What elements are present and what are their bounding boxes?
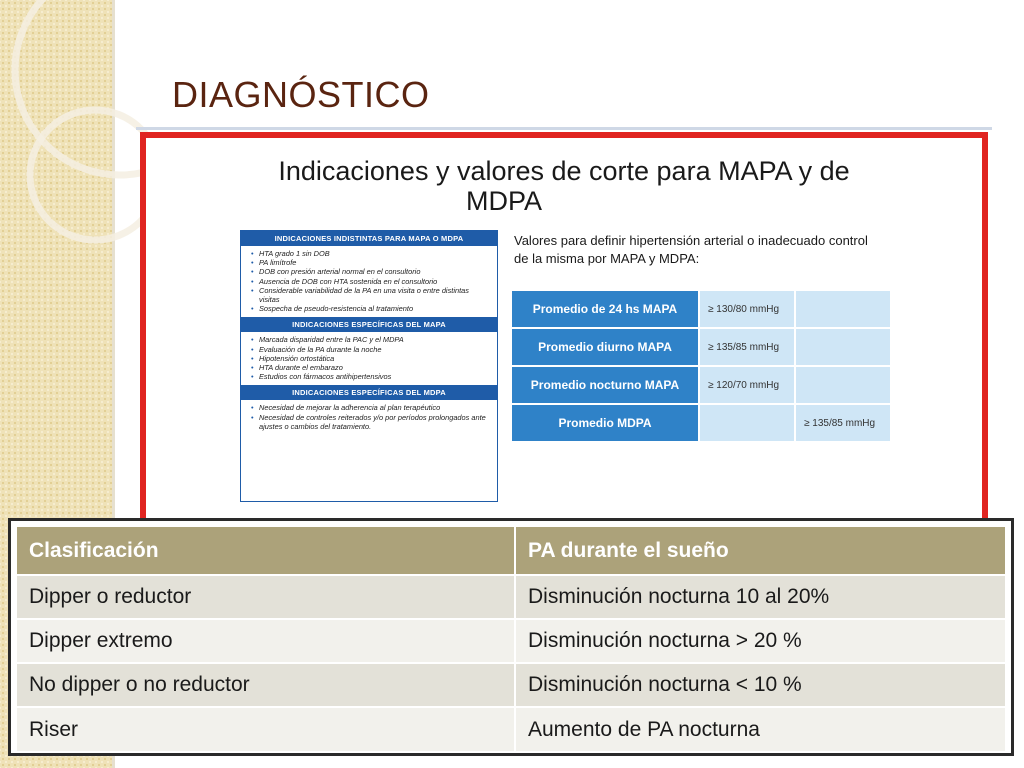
mapa-value — [700, 405, 794, 441]
mapa-value: ≥ 130/80 mmHg — [700, 291, 794, 327]
indications-list — [241, 400, 497, 435]
classification-cell: Riser — [17, 707, 515, 751]
column-header: PA durante el sueño — [515, 527, 1005, 575]
table-row — [17, 707, 1005, 751]
row-label: Promedio MDPA — [512, 405, 698, 441]
list-item: • Evaluación de la PA durante la noche — [251, 345, 491, 354]
table-header-row — [17, 527, 1005, 575]
list-item: • HTA durante el embarazo — [251, 363, 491, 372]
decorative-circles — [0, 0, 160, 260]
classification-table-frame — [8, 518, 1014, 756]
indications-heading: INDICACIONES ESPECÍFICAS DEL MAPA — [241, 317, 497, 332]
mapa-value: ≥ 135/85 mmHg — [700, 329, 794, 365]
mapa-value: ≥ 120/70 mmHg — [700, 367, 794, 403]
indications-heading: INDICACIONES INDISTINTAS PARA MAPA O MDPA — [241, 231, 497, 246]
list-item: • Necesidad de controles reiterados y/o por períodos prolongados ante ajustes o cambios del tratamiento. — [251, 413, 491, 431]
sleep-bp-cell: Disminución nocturna 10 al 20% — [515, 575, 1005, 619]
panel-title — [146, 156, 982, 216]
table-row — [512, 291, 890, 327]
slide-title: DIAGNÓSTICO — [172, 74, 430, 115]
table-row — [17, 619, 1005, 663]
sleep-bp-cell: Aumento de PA nocturna — [515, 707, 1005, 751]
panel-top-rule — [136, 127, 992, 130]
column-header: Clasificación — [17, 527, 515, 575]
indications-list — [241, 246, 497, 317]
panel-title-line1: Indicaciones y valores de corte para MAPA y de — [278, 156, 850, 186]
list-item: • Hipotensión ortostática — [251, 354, 491, 363]
list-item: • HTA grado 1 sin DOB — [251, 249, 491, 258]
panel-title-line2: MDPA — [465, 186, 542, 216]
mdpa-value — [796, 329, 890, 365]
classification-cell: Dipper extremo — [17, 619, 515, 663]
mdpa-value — [796, 367, 890, 403]
list-item: • Ausencia de DOB con HTA sostenida en el consultorio — [251, 277, 491, 286]
mdpa-value — [796, 291, 890, 327]
table-row — [512, 405, 890, 441]
values-description: Valores para definir hipertensión arterial o inadecuado control de la misma por MAPA y MDPA: — [514, 233, 868, 266]
indications-heading: INDICACIONES ESPECÍFICAS DEL MDPA — [241, 385, 497, 400]
sleep-bp-cell: Disminución nocturna > 20 % — [515, 619, 1005, 663]
list-item: • Considerable variabilidad de la PA en una visita o entre distintas visitas — [251, 286, 491, 304]
classification-cell: Dipper o reductor — [17, 575, 515, 619]
table-row — [512, 329, 890, 365]
table-row — [512, 367, 890, 403]
table-row — [17, 575, 1005, 619]
list-item: • Sospecha de pseudo-resistencia al tratamiento — [251, 304, 491, 313]
list-item: • Necesidad de mejorar la adherencia al plan terapéutico — [251, 403, 491, 412]
classification-cell: No dipper o no reductor — [17, 663, 515, 707]
cutoff-values-table — [510, 289, 892, 443]
table-row — [17, 663, 1005, 707]
list-item: • Marcada disparidad entre la PAC y el MDPA — [251, 335, 491, 344]
list-item: • DOB con presión arterial normal en el consultorio — [251, 267, 491, 276]
sleep-bp-cell: Disminución nocturna < 10 % — [515, 663, 1005, 707]
classification-table — [17, 527, 1005, 751]
indications-list — [241, 332, 497, 385]
list-item: • Estudios con fármacos antihipertensivos — [251, 372, 491, 381]
indications-box — [240, 230, 498, 502]
row-label: Promedio de 24 hs MAPA — [512, 291, 698, 327]
mdpa-value: ≥ 135/85 mmHg — [796, 405, 890, 441]
row-label: Promedio nocturno MAPA — [512, 367, 698, 403]
row-label: Promedio diurno MAPA — [512, 329, 698, 365]
list-item: • PA limítrofe — [251, 258, 491, 267]
